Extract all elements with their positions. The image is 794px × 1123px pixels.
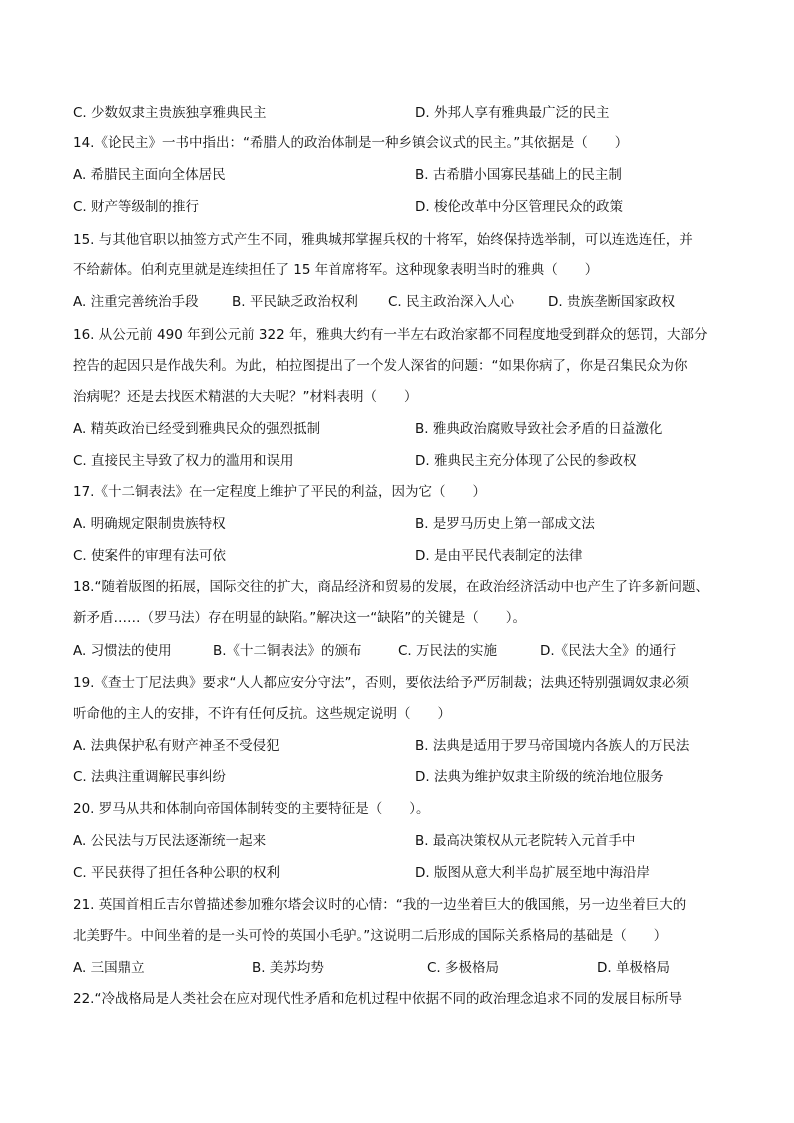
option-q15opt-2: C. 民主政治深入人心	[388, 294, 515, 310]
option-q19ab-left: A. 法典保护私有财产神圣不受侵犯	[73, 738, 280, 754]
option-c13-right: D. 外邦人享有雅典最广泛的民主	[415, 105, 610, 121]
question-text-q19a: 19.《查士丁尼法典》要求“人人都应安分守法”，否则，要依法给予严厉制裁；法典还特别强调奴隶必须	[73, 675, 689, 691]
option-q20cd-right: D. 版图从意大利半岛扩展至地中海沿岸	[415, 865, 650, 881]
question-text-q15b: 不给薪体。伯利克里就是连续担任了 15 年首席将军。这种现象表明当时的雅典（ ）	[73, 262, 599, 278]
option-q18opt-3: D.《民法大全》的通行	[540, 643, 677, 659]
question-text-q18a: 18.“随着版图的拓展，国际交往的扩大，商品经济和贸易的发展，在政治经济活动中也产生了许多新问题、	[73, 579, 709, 595]
option-q14cd-right: D. 梭伦改革中分区管理民众的政策	[415, 199, 623, 215]
option-c13-left: C. 少数奴隶主贵族独享雅典民主	[73, 105, 267, 121]
option-q21opt-3: D. 单极格局	[597, 960, 670, 976]
option-q19ab-right: B. 法典是适用于罗马帝国境内各族人的万民法	[415, 738, 690, 754]
option-q20ab-right: B. 最高决策权从元老院转入元首手中	[415, 833, 636, 849]
question-text-q18b: 新矛盾……（罗马法）存在明显的缺陷。”解决这一“缺陷”的关键是（ ）。	[73, 610, 526, 626]
option-q17ab-right: B. 是罗马历史上第一部成文法	[415, 516, 595, 532]
option-q18opt-1: B.《十二铜表法》的颁布	[213, 643, 362, 659]
question-text-q21a: 21. 英国首相丘吉尔曾描述参加雅尔塔会议时的心情：“我的一边坐着巨大的俄国熊，另一边坐着巨大的	[73, 897, 687, 913]
option-q14ab-right: B. 古希腊小国寡民基础上的民主制	[415, 167, 622, 183]
option-q19cd-left: C. 法典注重调解民事纠纷	[73, 769, 227, 785]
option-q17ab-left: A. 明确规定限制贵族特权	[73, 516, 226, 532]
question-text-q19b: 听命他的主人的安排，不许有任何反抗。这些规定说明（ ）	[73, 706, 451, 722]
question-text-q16b: 控告的起因只是作战失利。为此，柏拉图提出了一个发人深省的问题：“如果你病了，你是召集民众为你	[73, 358, 688, 374]
question-text-q17: 17.《十二铜表法》在一定程度上维护了平民的利益，因为它（ ）	[73, 484, 486, 500]
option-q20cd-left: C. 平民获得了担任各种公职的权利	[73, 865, 281, 881]
option-q21opt-0: A. 三国鼎立	[73, 960, 145, 976]
option-q17cd-left: C. 使案件的审理有法可依	[73, 548, 227, 564]
option-q21opt-1: B. 美苏均势	[252, 960, 324, 976]
question-text-q16a: 16. 从公元前 490 年到公元前 322 年，雅典大约有一半左右政治家都不同程度地受到群众的惩罚，大部分	[73, 327, 708, 343]
option-q20ab-left: A. 公民法与万民法逐渐统一起来	[73, 833, 267, 849]
option-q15opt-1: B. 平民缺乏政治权利	[232, 294, 358, 310]
question-text-q22: 22.“冷战格局是人类社会在应对现代性矛盾和危机过程中依据不同的政治理念追求不同的发展目标所导	[73, 991, 682, 1007]
option-q18opt-2: C. 万民法的实施	[398, 643, 498, 659]
option-q18opt-0: A. 习惯法的使用	[73, 643, 172, 659]
option-q16cd-left: C. 直接民主导致了权力的滥用和误用	[73, 453, 294, 469]
option-q21opt-2: C. 多极格局	[427, 960, 500, 976]
question-text-q21b: 北美野牛。中间坐着的是一头可怜的英国小毛驴。”这说明二后形成的国际关系格局的基础是（ ）	[73, 928, 668, 944]
option-q15opt-0: A. 注重完善统治手段	[73, 294, 199, 310]
question-text-q14: 14.《论民主》一书中指出：“希腊人的政治体制是一种乡镇会议式的民主。”其依据是（ ）	[73, 135, 629, 151]
option-q19cd-right: D. 法典为维护奴隶主阶级的统治地位服务	[415, 769, 664, 785]
question-text-q16c: 治病呢？还是去找医术精湛的大夫呢？”材料表明（ ）	[73, 389, 418, 405]
option-q16ab-left: A. 精英政治已经受到雅典民众的强烈抵制	[73, 421, 321, 437]
option-q17cd-right: D. 是由平民代表制定的法律	[415, 548, 583, 564]
option-q15opt-3: D. 贵族垄断国家政权	[548, 294, 675, 310]
question-text-q20: 20. 罗马从共和体制向帝国体制转变的主要特征是（ ）。	[73, 801, 430, 817]
option-q14ab-left: A. 希腊民主面向全体居民	[73, 167, 226, 183]
option-q14cd-left: C. 财产等级制的推行	[73, 199, 200, 215]
option-q16cd-right: D. 雅典民主充分体现了公民的参政权	[415, 453, 637, 469]
question-text-q15a: 15. 与其他官职以抽签方式产生不同，雅典城邦掌握兵权的十将军，始终保持选举制，可以连选连任，并	[73, 232, 693, 248]
option-q16ab-right: B. 雅典政治腐败导致社会矛盾的日益激化	[415, 421, 663, 437]
